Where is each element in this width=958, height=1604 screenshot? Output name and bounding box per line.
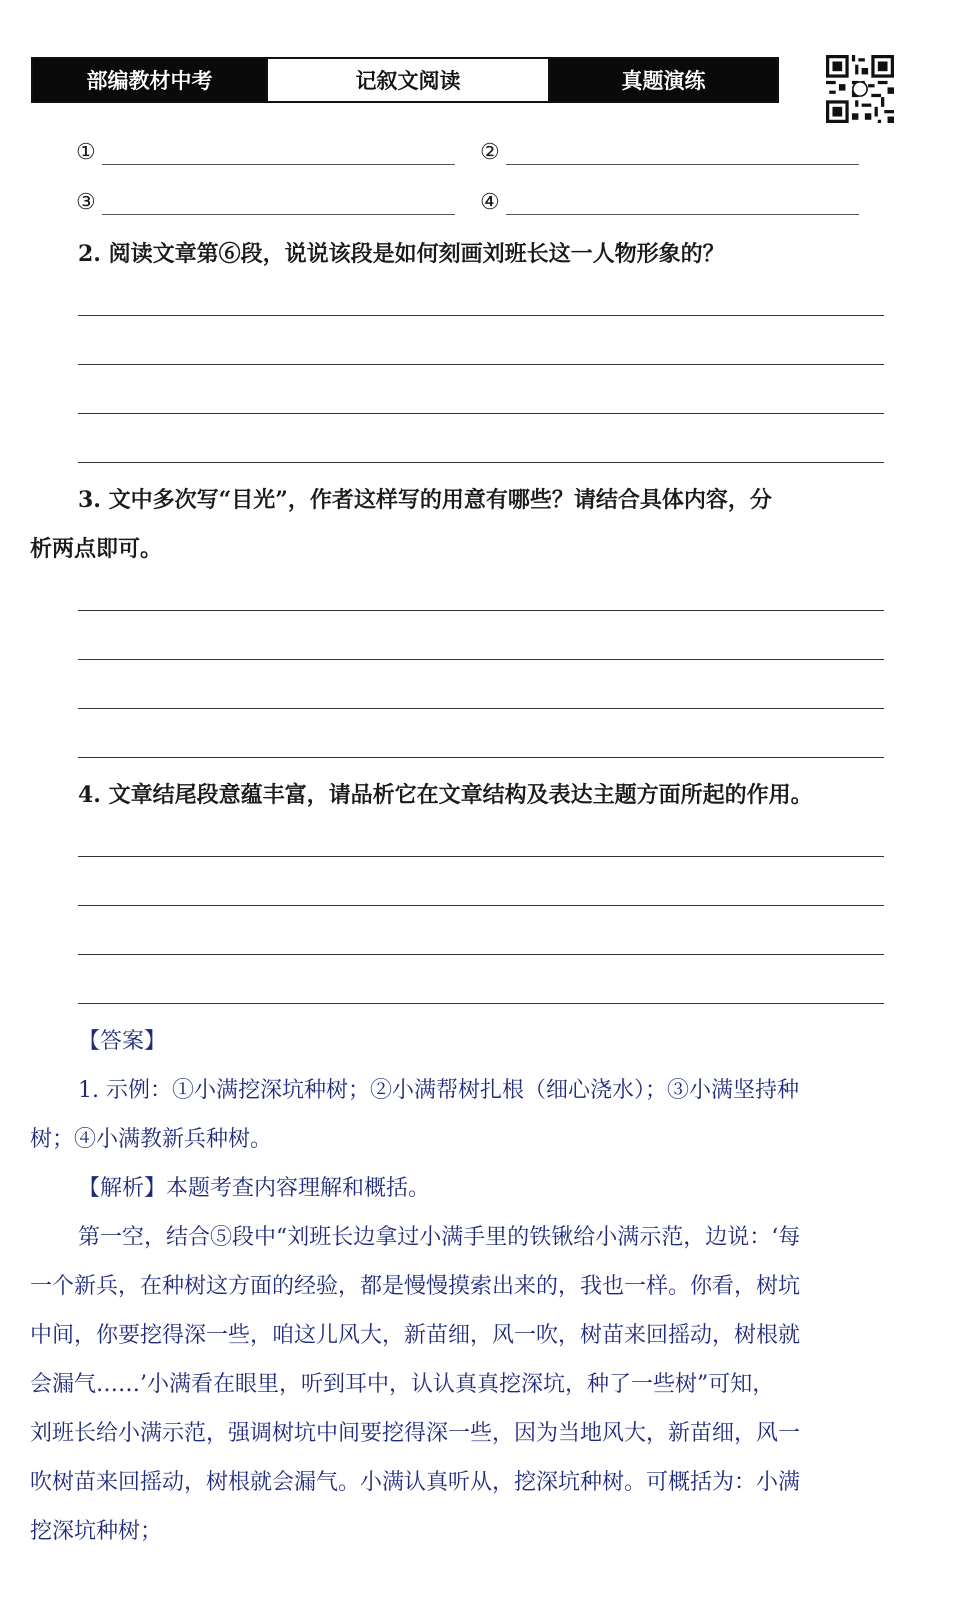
explanation-line: 吹树苗来回摇动，树根就会漏气。小满认真听从，挖深坑种树。可概括为：小满 bbox=[30, 1470, 801, 1495]
answer-line[interactable] bbox=[78, 659, 884, 660]
question-2: 2. 阅读文章第⑥段，说说该段是如何刻画刘班长这一人物形象的？ bbox=[78, 241, 725, 267]
header-center-label: 记叙文阅读 bbox=[266, 59, 550, 101]
blank-number: ④ bbox=[480, 190, 500, 215]
answer-line[interactable] bbox=[78, 708, 884, 709]
answer-line[interactable] bbox=[78, 905, 884, 906]
blank-number: ① bbox=[76, 140, 96, 165]
blank-3[interactable] bbox=[76, 190, 455, 215]
blank-number: ② bbox=[480, 140, 500, 165]
answer-1-line-2: 树；④小满教新兵种树。 bbox=[30, 1127, 273, 1152]
header-bar bbox=[31, 57, 779, 103]
answer-line[interactable] bbox=[78, 856, 884, 857]
answer-1-line-1 bbox=[30, 1066, 902, 1115]
analysis-tag: 【解析】 bbox=[78, 1176, 167, 1201]
blank-2[interactable] bbox=[480, 140, 859, 165]
answer-heading-text: 【答案】 bbox=[78, 1029, 167, 1054]
answer-line[interactable] bbox=[78, 1003, 884, 1004]
answer-line[interactable] bbox=[78, 462, 884, 463]
answer-line[interactable] bbox=[78, 757, 884, 758]
analysis-line bbox=[30, 1164, 902, 1213]
analysis-text: 本题考查内容理解和概括。 bbox=[166, 1176, 431, 1201]
answer-heading bbox=[30, 1017, 902, 1066]
answer-line[interactable] bbox=[78, 610, 884, 611]
qr-code-icon bbox=[826, 55, 894, 123]
header-left-label: 部编教材中考 bbox=[33, 59, 266, 101]
answer-line[interactable] bbox=[506, 142, 859, 165]
explanation-line: 一个新兵，在种树这方面的经验，都是慢慢摸索出来的，我也一样。你看，树坑 bbox=[30, 1274, 801, 1299]
question-4: 4. 文章结尾段意蕴丰富，请品析它在文章结构及表达主题方面所起的作用。 bbox=[78, 782, 813, 808]
explanation-line bbox=[30, 1213, 902, 1262]
explanation-line: 刘班长给小满示范，强调树坑中间要挖得深一些，因为当地风大，新苗细，风一 bbox=[30, 1421, 801, 1446]
answer-line[interactable] bbox=[506, 192, 859, 215]
answer-line[interactable] bbox=[102, 142, 455, 165]
answer-line[interactable] bbox=[102, 192, 455, 215]
blank-1[interactable] bbox=[76, 140, 455, 165]
answer-line[interactable] bbox=[78, 364, 884, 365]
answer-1-text: 1. 示例：①小满挖深坑种树；②小满帮树扎根（细心浇水）；③小满坚持种 bbox=[78, 1078, 799, 1103]
blank-number: ③ bbox=[76, 190, 96, 215]
explanation-line: 会漏气……’小满看在眼里，听到耳中，认认真真挖深坑，种了一些树”可知， bbox=[30, 1372, 775, 1397]
blank-4[interactable] bbox=[480, 190, 859, 215]
answer-line[interactable] bbox=[78, 315, 884, 316]
answer-line[interactable] bbox=[78, 413, 884, 414]
header-right-label: 真题演练 bbox=[550, 59, 777, 101]
explanation-line: 挖深坑种树； bbox=[30, 1519, 163, 1544]
answer-line[interactable] bbox=[78, 954, 884, 955]
question-3-line-2: 析两点即可。 bbox=[30, 536, 163, 562]
question-3-line-1: 3. 文中多次写“目光”，作者这样写的用意有哪些？请结合具体内容，分 bbox=[78, 487, 772, 513]
explanation-line: 中间，你要挖得深一些，咱这儿风大，新苗细，风一吹，树苗来回摇动，树根就 bbox=[30, 1323, 801, 1348]
explanation-text: 第一空，结合⑤段中“刘班长边拿过小满手里的铁锹给小满示范，边说：‘每 bbox=[78, 1225, 801, 1250]
